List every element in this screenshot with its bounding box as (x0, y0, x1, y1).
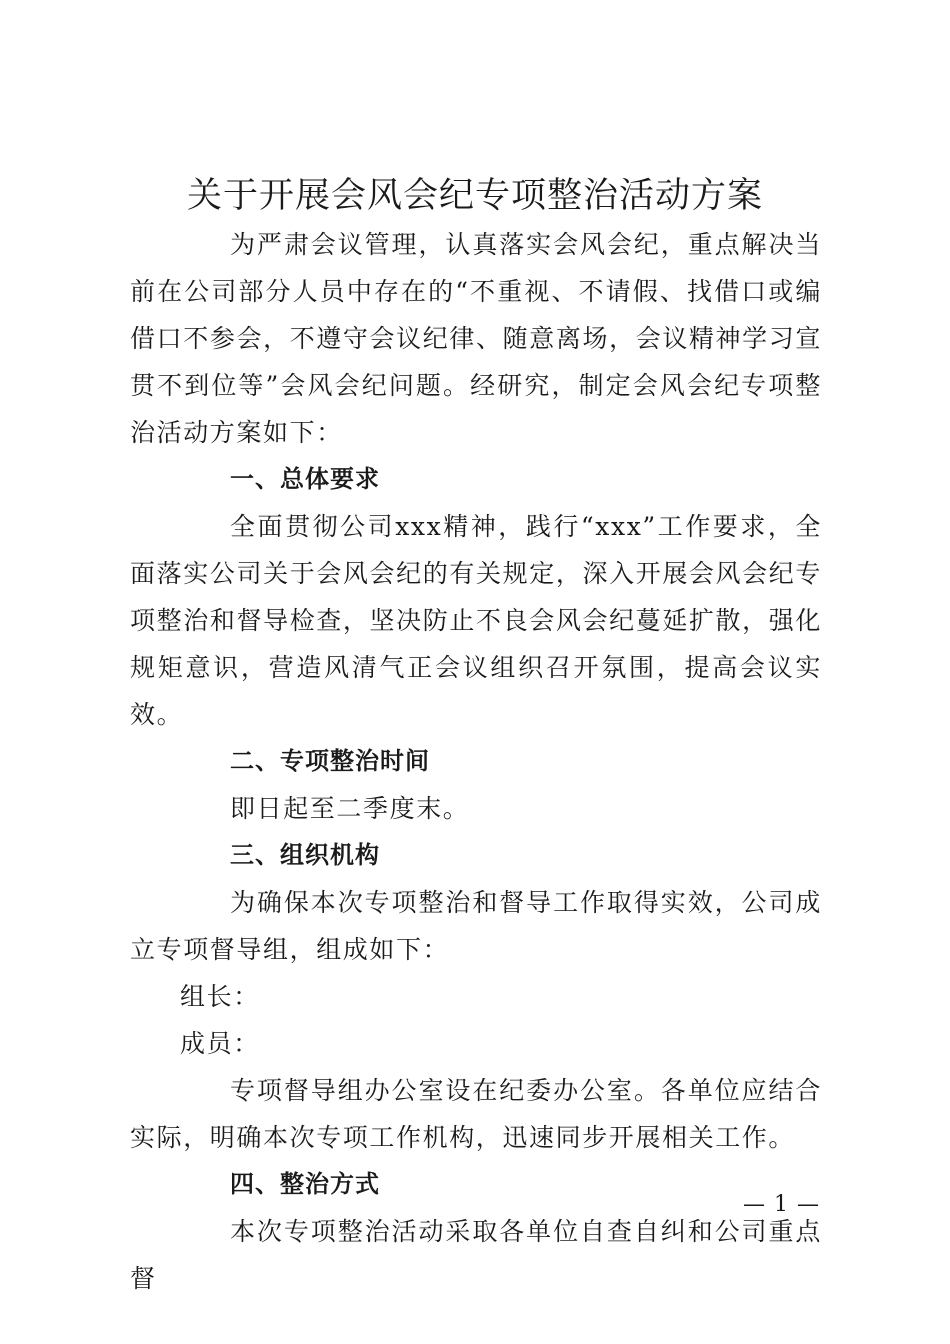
section-text-method: 本次专项整治活动采取各单位自查自纠和公司重点督 (130, 1217, 822, 1293)
members-label: 成员： (180, 1029, 260, 1058)
page-number: — 1 — (743, 1192, 820, 1217)
office-paragraph: 专项督导组办公室设在纪委办公室。各单位应结合实际，明确本次专项工作机构，迅速同步开展相关工作。 (130, 1076, 822, 1152)
document-body (130, 221, 822, 1302)
section-heading-method: 四、整治方式 (230, 1170, 380, 1198)
section-heading-organization: 三、组织机构 (230, 841, 380, 869)
intro-paragraph: 为严肃会议管理，认真落实会风会纪，重点解决当前在公司部分人员中存在的“不重视、不请假、找借口或编借口不参会，不遵守会议纪律、随意离场，会议精神学习宣贯不到位等”会风会纪问题。经研究，制定会风会纪专项整治活动方案如下： (130, 230, 822, 447)
section-text-general-requirements: 全面贯彻公司xxx精神，践行“xxx”工作要求，全面落实公司关于会风会纪的有关规定，深入开展会风会纪专项整治和督导检查，坚决防止不良会风会纪蔓延扩散，强化规矩意识，营造风清气正会议组织召开氛围，提高会议实效。 (130, 512, 822, 729)
document-title: 关于开展会风会纪专项整治活动方案 (186, 176, 763, 216)
section-text-organization: 为确保本次专项整治和督导工作取得实效，公司成立专项督导组，组成如下： (130, 888, 822, 964)
section-heading-schedule: 二、专项整治时间 (230, 747, 430, 775)
section-text-schedule: 即日起至二季度末。 (230, 794, 470, 823)
section-heading-general-requirements: 一、总体要求 (230, 465, 380, 493)
leader-label: 组长： (180, 982, 260, 1011)
